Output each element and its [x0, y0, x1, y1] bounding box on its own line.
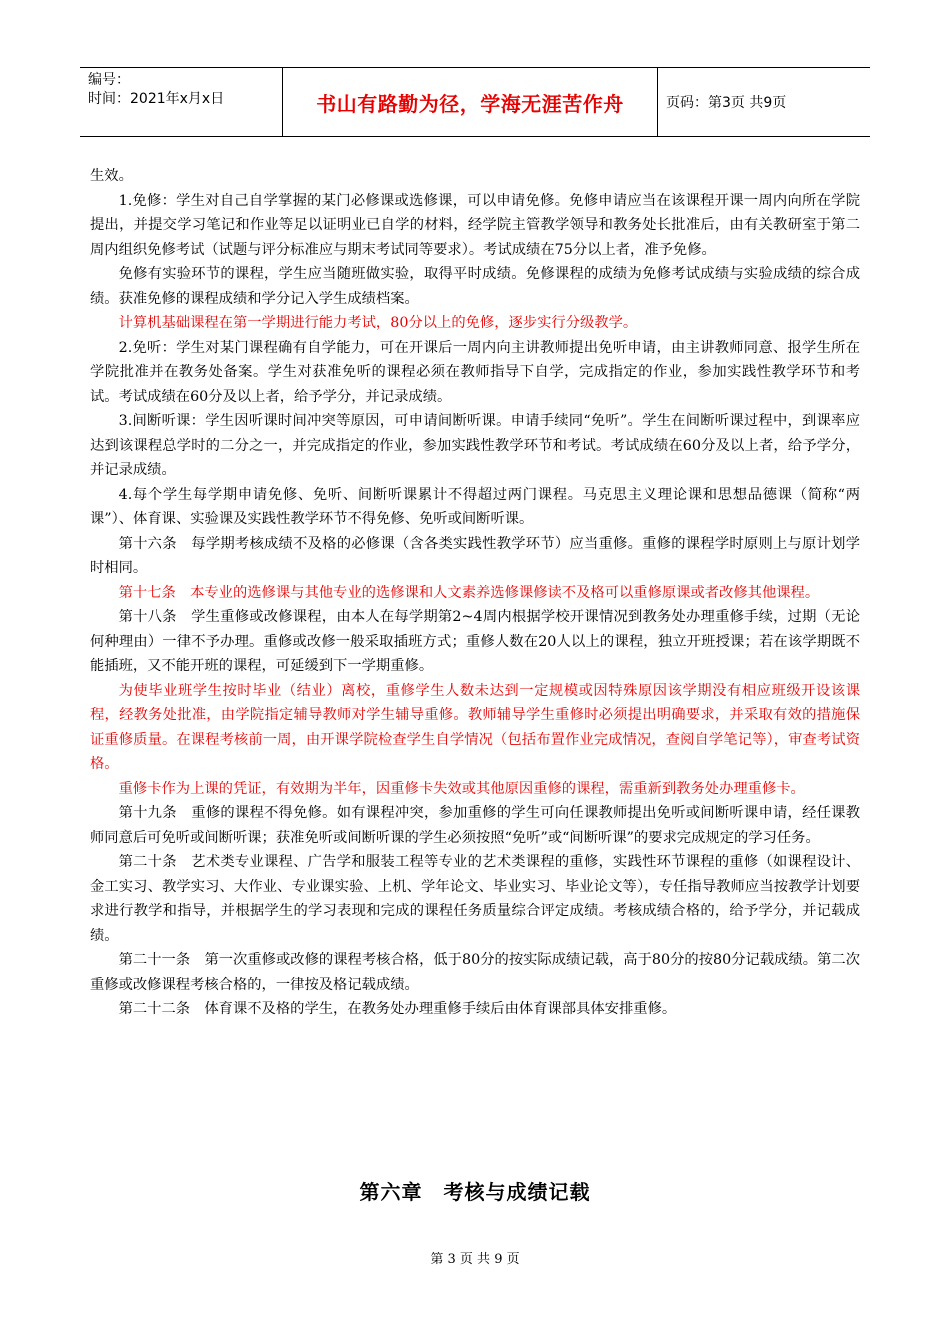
header-meta-cell: [80, 68, 283, 136]
article-18: 第十八条 学生重修或改修课程，由本人在每学期第2~4周内根据学校开课情况到教务处办理重修手续，过期（无论何种理由）一律不予办理。重修或改修一般采取插班方式；重修人数在20人以上的课程，独立开班授课；若在该学期既不能插班，又不能开班的课程，可延缓到下一学期重修。: [90, 609, 860, 674]
page-footer: 第 3 页 共 9 页: [430, 1252, 520, 1267]
paragraph: 3.间断听课：学生因听课时间冲突等原因，可申请间断听课。申请手续同“免听”。学生在间断听课过程中，到课率应达到该课程总学时的二分之一，并完成指定的作业，参加实践性教学环节和考试。考试成绩在60分及以上者，给予学分，并记录成绩。: [90, 413, 860, 478]
paragraph: 4.每个学生每学期申请免修、免听、间断听课累计不得超过两门课程。马克思主义理论课和思想品德课（简称“两课”）、体育课、实验课及实践性教学环节不得免修、免听或间断听课。: [90, 486, 860, 527]
article-19: 第十九条 重修的课程不得免修。如有课程冲突，参加重修的学生可向任课教师提出免听或间断听课申请，经任课教师同意后可免听或间断听课；获准免听或间断听课的学生必须按照“免听”或“间断听课”的要求完成规定的学习任务。: [90, 805, 860, 846]
paragraph: 免修有实验环节的课程，学生应当随班做实验，取得平时成绩。免修课程的成绩为免修考试成绩与实验成绩的综合成绩。获准免修的课程成绩和学分记入学生成绩档案。: [90, 266, 860, 307]
header-motto: 书山有路勤为径，学海无涯苦作舟: [283, 68, 658, 136]
header-page-label: 页码：第3页 共9页: [666, 95, 787, 111]
chapter-title: 第六章 考核与成绩记载: [359, 1180, 591, 1204]
document-header: [80, 67, 870, 137]
article-21: 第二十一条 第一次重修或改修的课程考核合格，低于80分的按实际成绩记载，高于80分的按80分记载成绩。第二次重修或改修课程考核合格的，一律按及格记载成绩。: [90, 952, 860, 993]
paragraph-highlighted: 为使毕业班学生按时毕业（结业）离校，重修学生人数未达到一定规模或因特殊原因该学期没有相应班级开设该课程，经教务处批准，由学院指定辅导教师对学生辅导重修。教师辅导学生重修时必须提出明确要求，并采取有效的措施保证重修质量。在课程考核前一周，由开课学院检查学生自学情况（包括布置作业完成情况，查阅自学笔记等），审查考试资格。: [90, 682, 860, 772]
paragraph-highlighted: 计算机基础课程在第一学期进行能力考试，80分以上的免修，逐步实行分级教学。: [118, 315, 638, 331]
article-16: 第十六条 每学期考核成绩不及格的必修课（含各类实践性教学环节）应当重修。重修的课程学时原则上与原计划学时相同。: [90, 535, 860, 576]
paragraph: 生效。: [90, 168, 133, 184]
paragraph-highlighted: 重修卡作为上课的凭证，有效期为半年，因重修卡失效或其他原因重修的课程，需重新到教务处办理重修卡。: [118, 780, 805, 797]
document-body: [90, 164, 860, 1022]
document-time-label: 时间：2021年x月x日: [88, 91, 225, 107]
article-22: 第二十二条 体育课不及格的学生，在教务处办理重修手续后由体育课部具体安排重修。: [118, 1001, 677, 1017]
paragraph: 2.免听：学生对某门课程确有自学能力，可在开课后一周内向主讲教师提出免听申请，由主讲教师同意、报学生所在学院批准并在教务处备案。学生对获准免听的课程必须在教师指导下自学，完成指定的作业，参加实践性教学环节和考试。考试成绩在60分及以上者，给予学分，并记录成绩。: [90, 339, 860, 405]
paragraph: 1.免修：学生对自己自学掌握的某门必修课或选修课，可以申请免修。免修申请应当在该课程开课一周内向所在学院提出，并提交学习笔记和作业等足以证明业已自学的材料，经学院主管教学领导和教务处长批准后，由有关教研室于第二周内组织免修考试（试题与评分标准应与期末考试同等要求）。考试成绩在75分以上者，准予免修。: [90, 192, 860, 258]
article-20: 第二十条 艺术类专业课程、广告学和服装工程等专业的艺术类课程的重修，实践性环节课程的重修（如课程设计、金工实习、教学实习、大作业、专业课实验、上机、学年论文、毕业实习、毕业论文等），专任指导教师应当按教学计划要求进行教学和指导，并根据学生的学习表现和完成的课程任务质量综合评定成绩。考核成绩合格的，给予学分，并记载成绩。: [90, 854, 860, 944]
article-17: 第十七条 本专业的选修课与其他专业的选修课和人文素养选修课修读不及格可以重修原课或者改修其他课程。: [118, 584, 820, 601]
document-number-label: 编号：: [88, 72, 130, 88]
